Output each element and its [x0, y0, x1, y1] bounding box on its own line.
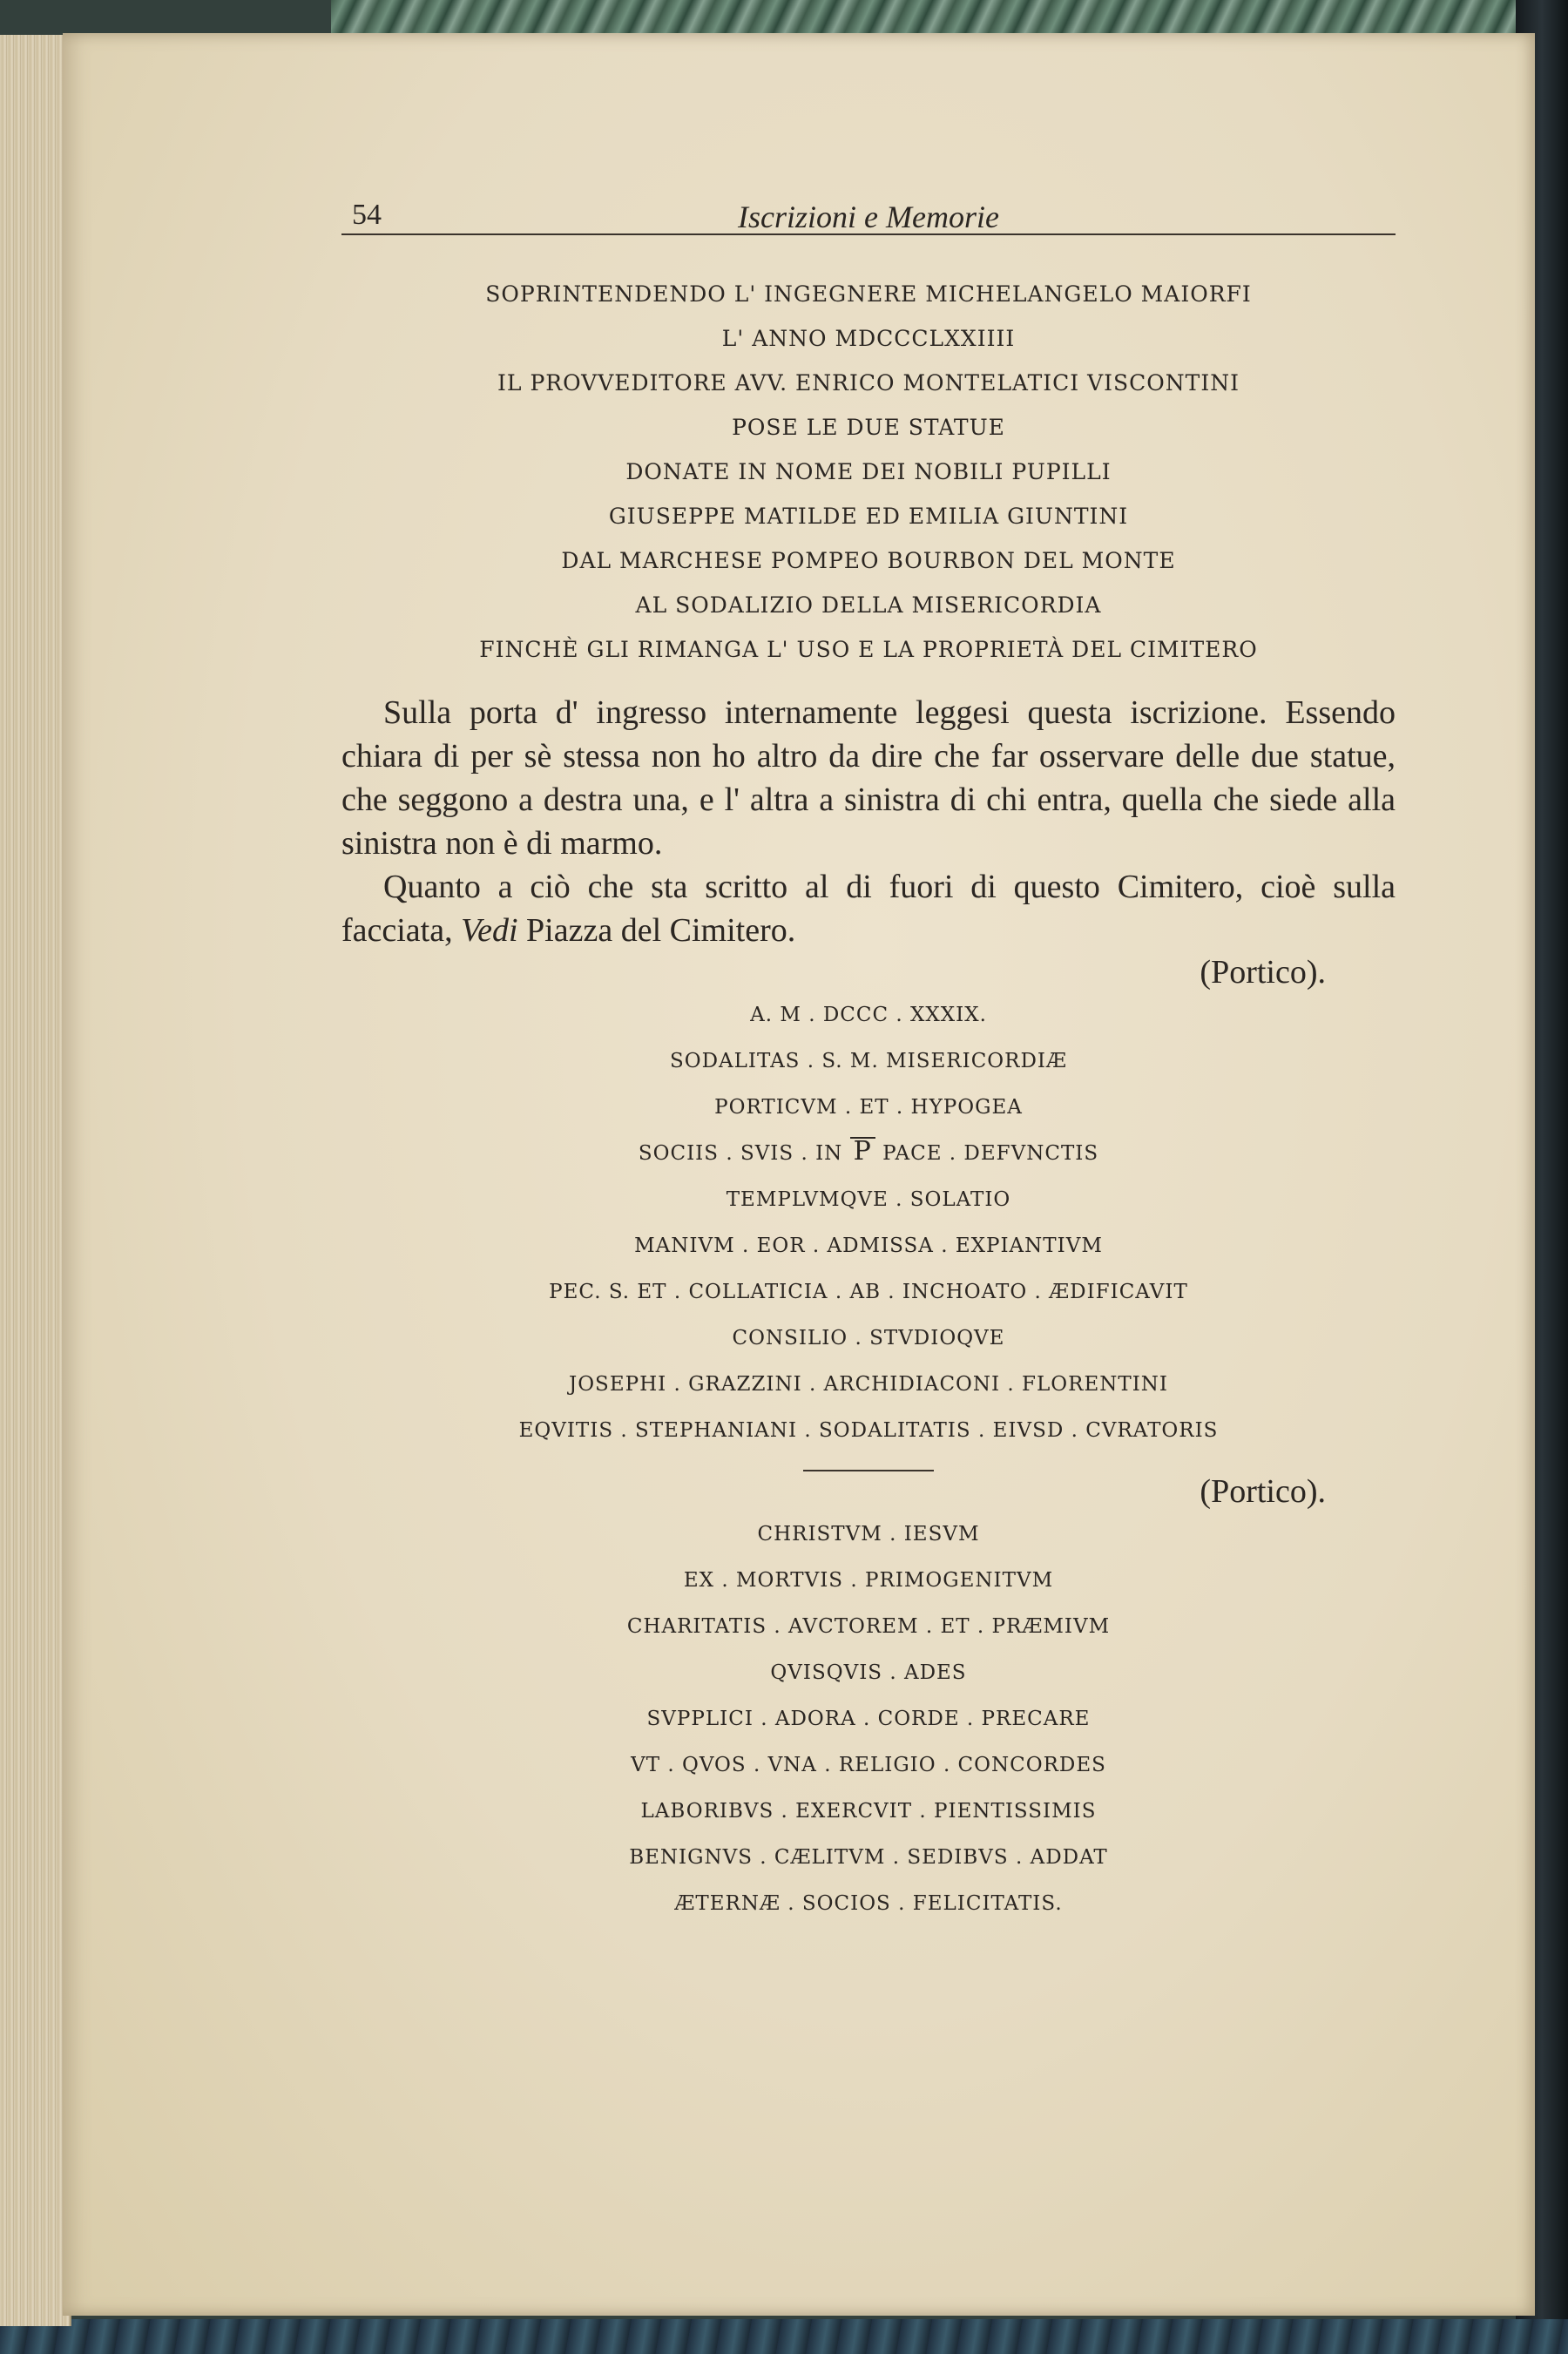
inscription-line: SVPPLICI . ADORA . CORDE . PRECARE — [646, 1708, 1091, 1730]
page-content — [341, 164, 1396, 1927]
inscription-portico — [341, 992, 1396, 1454]
inscription-line: VT . QVOS . VNA . RELIGIO . CONCORDES — [631, 1754, 1106, 1776]
paragraph: Sulla porta d' ingresso internamente leggesi questa iscrizione. Essendo chiara di per sè stessa non ho altro da dire che far osservare delle due statue, che seggono a destra una, e l' altra a sinistra di chi entra, quella che siede alla sinistra non è di marmo. — [341, 694, 1396, 862]
inscription-line: CONSILIO . STVDIOQVE — [732, 1327, 1005, 1349]
book-cover-bottom — [0, 2319, 1568, 2354]
portico-label: (Portico). — [1200, 954, 1326, 991]
inscription-line: POSE LE DUE STATUE — [732, 415, 1005, 440]
inscription-line: A. M . DCCC . XXXIX. — [750, 1004, 987, 1026]
inscription-line: ÆTERNÆ . SOCIOS . FELICITATIS. — [674, 1892, 1063, 1915]
portico-label: (Portico). — [1200, 1473, 1326, 1510]
inscription-statues — [341, 272, 1396, 672]
paragraph-text: Quanto a ciò che sta scritto al di fuori di questo Cimitero, cioè sulla facciata, — [341, 869, 1396, 949]
inscription-line: TEMPLVMQVE . SOLATIO — [726, 1188, 1011, 1211]
inscription-line: PEC. S. ET . COLLATICIA . AB . INCHOATO . ÆDIFICAVIT — [549, 1281, 1188, 1303]
paragraph — [341, 865, 1396, 952]
inscription-line: AL SODALIZIO DELLA MISERICORDIA — [635, 592, 1102, 618]
inscription-line — [341, 1131, 1396, 1177]
inscription-line: LABORIBVS . EXERCVIT . PIENTISSIMIS — [640, 1800, 1097, 1823]
page-header — [341, 164, 1396, 235]
inscription-line: PORTICVM . ET . HYPOGEA — [714, 1096, 1023, 1119]
abbreviation-symbol: P — [850, 1137, 875, 1165]
inscription-line: L' ANNO MDCCCLXXIIII — [721, 326, 1016, 351]
inscription-line: CHARITATIS . AVCTOREM . ET . PRÆMIVM — [626, 1615, 1111, 1638]
book-page — [63, 33, 1535, 2316]
page-number: 54 — [352, 199, 382, 231]
inscription-line: IL PROVVEDITORE AVV. ENRICO MONTELATICI VISCONTINI — [497, 370, 1240, 396]
inscription-line: GIUSEPPE MATILDE ED EMILIA GIUNTINI — [608, 504, 1129, 529]
inscription-text: SOCIIS . SVIS . IN — [638, 1142, 843, 1165]
inscription-line: JOSEPHI . GRAZZINI . ARCHIDIACONI . FLORENTINI — [568, 1373, 1169, 1396]
inscription-line: SODALITAS . S. M. MISERICORDIÆ — [669, 1050, 1068, 1072]
italic-reference: Vedi — [461, 912, 518, 949]
page-edges — [0, 35, 71, 2326]
inscription-text: PACE . DEFVNCTIS — [882, 1142, 1099, 1165]
running-title: Iscrizioni e Memorie — [738, 200, 999, 234]
inscription-line: EX . MORTVIS . PRIMOGENITVM — [683, 1569, 1054, 1592]
inscription-line: CHRISTVM . IESVM — [757, 1523, 980, 1546]
inscription-christ — [341, 1512, 1396, 1927]
inscription-line: BENIGNVS . CÆLITVM . SEDIBVS . ADDAT — [629, 1846, 1108, 1869]
inscription-line: DAL MARCHESE POMPEO BOURBON DEL MONTE — [561, 548, 1176, 573]
inscription-line: QVISQVIS . ADES — [770, 1661, 967, 1684]
inscription-line: FINCHÈ GLI RIMANGA L' USO E LA PROPRIETÀ DEL CIMITERO — [479, 637, 1258, 662]
inscription-line: EQVITIS . STEPHANIANI . SODALITATIS . EIVSD . CVRATORIS — [518, 1419, 1219, 1442]
inscription-line: MANIVM . EOR . ADMISSA . EXPIANTIVM — [634, 1234, 1103, 1257]
inscription-line: SOPRINTENDENDO L' INGEGNERE MICHELANGELO MAIORFI — [485, 281, 1252, 307]
inscription-line: DONATE IN NOME DEI NOBILI PUPILLI — [625, 459, 1112, 484]
commentary — [341, 691, 1396, 952]
paragraph-text: Piazza del Cimitero. — [526, 912, 796, 949]
